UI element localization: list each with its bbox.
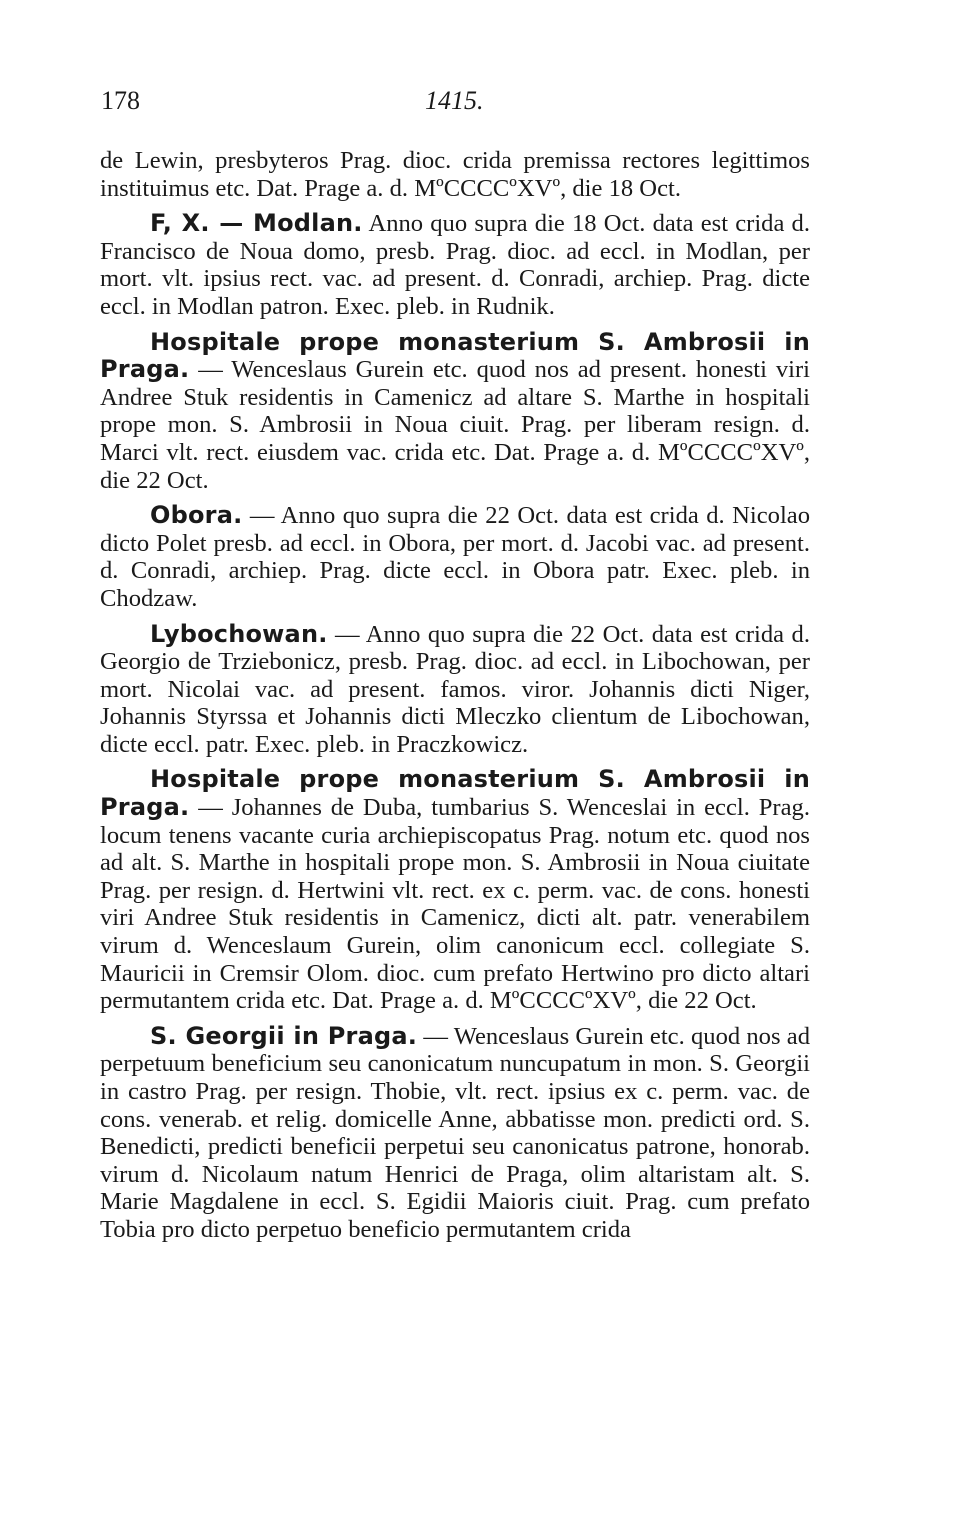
- entry-dash: —: [335, 620, 360, 648]
- entry-dash: —: [198, 794, 223, 822]
- entry-text: Anno quo supra die 22 Oct. data est crida d. Georgio de Trziebonicz, presb. Prag. dioc. ad eccl. in Libochowan, per mort. Nicolai vac. ad present. famos. viror. Johannis dicti Niger, Johannis Styrssa et Johannis dicti Mleczko clientum de Libochowan, dicte eccl. patr. Exec. pleb. in Praczkowicz.: [100, 620, 811, 758]
- entry-hospitale-1: [100, 329, 810, 495]
- entry-heading: F, X. — Modlan.: [150, 209, 363, 238]
- entry-text: Johannes de Duba, tumbarius S. Wenceslai in eccl. Prag. locum tenens vacante curia archiepiscopatus Prag. notum etc. quod nos ad alt. S. Marthe in hospitali prope mon. S. Ambrosii in Noua ciuitate Prag. per resign. d. Hertwini vlt. rect. ex c. perm. vac. de cons. honesti viri Andree Stuk residentis in Camenicz, dicti alt. patr. venerabilem virum d. Wenceslaum Gurein, olim canonicum eccl. collegiate S. Mauricii in Cremsir Olom. dioc. cum prefato Hertwino pro dicto altari permutantem crida etc. Dat. Prage a. d. MºCCCCºXVº, die 22 Oct.: [100, 794, 810, 1015]
- entry-heading: Obora.: [150, 501, 243, 530]
- entry-dash: —: [423, 1022, 448, 1050]
- entry-heading: Hospitale prope monasterium S. Ambrosii in Praga.: [100, 327, 810, 384]
- entry-text: Wenceslaus Gurein etc. quod nos ad present. honesti viri Andree Stuk residentis in Camenicz ad altare S. Marthe in hospitali prope mon. S. Ambrosii in Noua ciuit. Prag. per liberam resign. d. Marci vlt. rect. eiusdem vac. crida etc. Dat. Prage a. d. MºCCCCºXVº, die 22 Oct.: [100, 356, 810, 494]
- page-number: 178: [101, 86, 140, 115]
- page-body: [100, 147, 810, 1244]
- entry-modlan: [100, 210, 810, 320]
- page-header: [0, 86, 960, 126]
- entry-continuation: [100, 147, 810, 202]
- entry-s-georgii: [100, 1023, 810, 1244]
- entry-heading: Lybochowan.: [150, 619, 328, 648]
- entry-text: Wenceslaus Gurein etc. quod nos ad perpetuum beneficium seu canonicatum nuncupatum in mon. S. Georgii in castro Prag. per resign. Thobie, vlt. rect. ipsius ex c. perm. vac. de cons. venerab. et relig. domicelle Anne, abbatisse mon. predicti ord. S. Benedicti, predicti beneficii perpetui seu canonicatus patrone, honorab. virum d. Nicolaum natum Henrici de Praga, olim altaristam alt. S. Marie Magdalene in eccl. S. Egidii Maioris ciuit. Prag. cum prefato Tobia pro dicto perpetuo beneficio permutantem crida: [100, 1022, 810, 1243]
- entry-heading: Hospitale prope monasterium S. Ambrosii in Praga.: [100, 765, 810, 822]
- entry-text: Anno quo supra die 18 Oct. data est crida d. Francisco de Noua domo, presb. Prag. dioc. ad eccl. in Modlan, per mort. vlt. ipsius rect. vac. ad present. d. Conradi, archiep. Prag. dicte eccl. in Modlan patron. Exec. pleb. in Rudnik.: [100, 210, 810, 320]
- entry-lybochowan: [100, 621, 810, 759]
- entry-text: de Lewin, presbyteros Prag. dioc. crida premissa rectores legittimos instituimus etc. Dat. Prage a. d. MºCCCCºXVº, die 18 Oct.: [100, 147, 810, 202]
- entry-hospitale-2: [100, 766, 810, 1014]
- entry-dash: —: [198, 356, 223, 384]
- running-header-year: 1415.: [425, 86, 484, 115]
- entry-text: Anno quo supra die 22 Oct. data est crida d. Nicolao dicto Polet presb. ad eccl. in Obora, per mort. d. Jacobi vac. ad present. d. Conradi, archiep. Prag. dicte eccl. in Obora patr. Exec. pleb. in Chodzaw.: [100, 502, 811, 612]
- entry-heading: S. Georgii in Praga.: [150, 1021, 418, 1050]
- entry-obora: [100, 502, 810, 612]
- entry-dash: —: [249, 502, 275, 530]
